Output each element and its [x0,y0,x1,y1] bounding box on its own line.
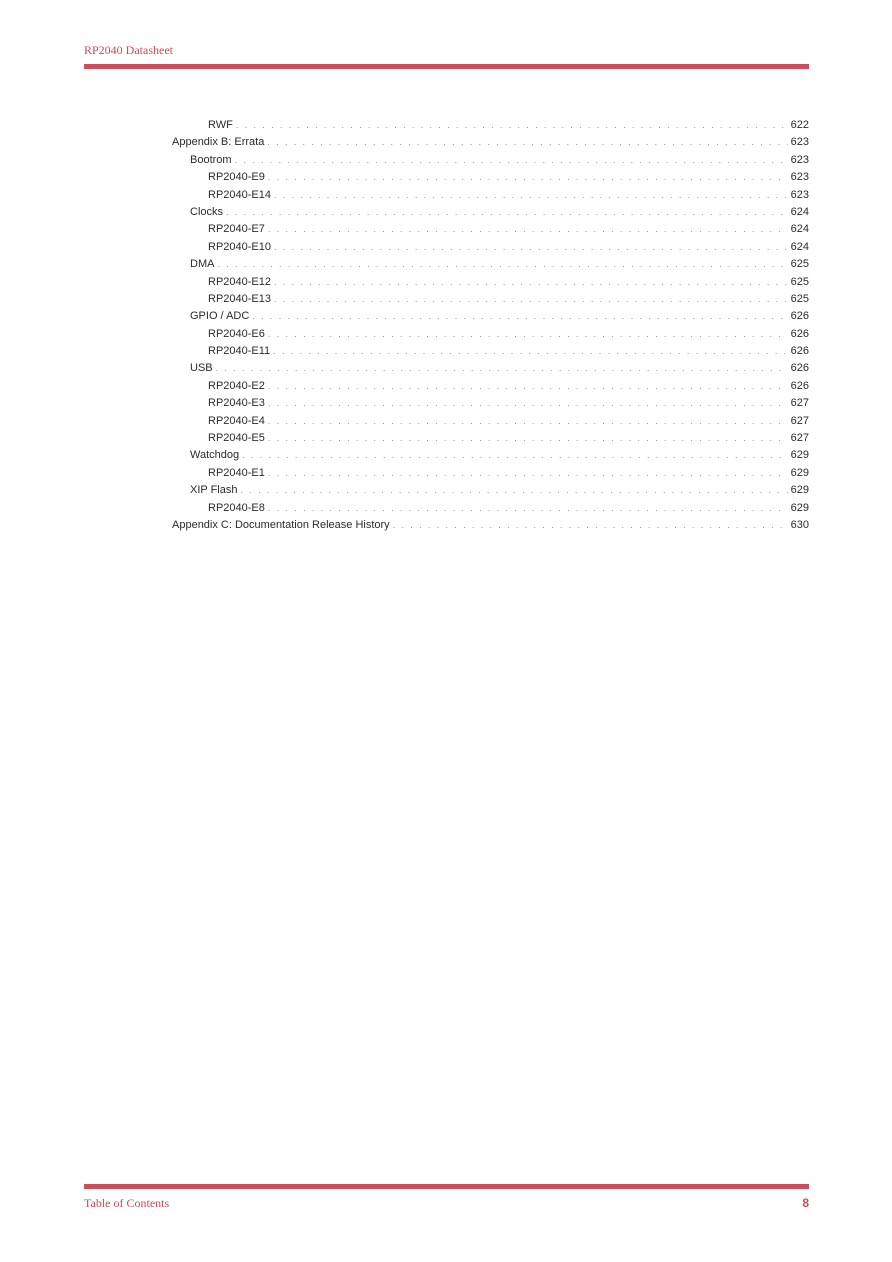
toc-entry-label: Bootrom [190,153,232,166]
toc-entry[interactable] [172,413,809,430]
toc-entry[interactable] [172,500,809,517]
toc-entry-label: RP2040-E7 [208,223,265,236]
toc-entry-label: RP2040-E14 [208,188,271,201]
toc-leader-dots [268,169,788,186]
toc-entry-label: RP2040-E11 [208,345,271,358]
toc-entry-label: RP2040-E13 [208,292,271,305]
toc-entry[interactable] [172,465,809,482]
toc-leader-dots [268,413,788,430]
toc-entry-page: 623 [790,188,809,201]
toc-entry[interactable] [172,134,809,151]
toc-entry-page: 629 [790,501,809,514]
toc-entry[interactable] [172,378,809,395]
toc-entry-page: 626 [790,327,809,340]
toc-entry-label: Appendix C: Documentation Release History [172,518,390,531]
toc-entry[interactable] [172,187,809,204]
toc-entry-label: Clocks [190,205,224,218]
toc-entry[interactable] [172,274,809,291]
toc-leader-dots [274,274,788,291]
toc-entry[interactable] [172,447,809,464]
toc-entry[interactable] [172,517,809,534]
toc-entry-label: Appendix B: Errata [172,136,265,149]
footer-rule [84,1184,809,1189]
toc-leader-dots [393,517,788,534]
toc-entry-label: RP2040-E4 [208,414,265,427]
toc-leader-dots [241,482,788,499]
toc-entry[interactable] [172,117,809,134]
toc-entry-page: 626 [790,345,809,358]
toc-leader-dots [273,343,787,360]
toc-leader-dots [274,291,788,308]
toc-entry[interactable] [172,204,809,221]
toc-entry-label: RP2040-E3 [208,397,265,410]
toc-entry[interactable] [172,308,809,325]
toc-entry-label: RP2040-E2 [208,379,265,392]
table-of-contents [172,117,809,534]
toc-leader-dots [268,378,788,395]
toc-entry-label: RP2040-E12 [208,275,271,288]
toc-entry[interactable] [172,326,809,343]
toc-entry[interactable] [172,169,809,186]
toc-entry[interactable] [172,430,809,447]
toc-entry-page: 624 [790,205,809,218]
toc-entry-label: RP2040-E8 [208,501,265,514]
toc-entry-label: DMA [190,258,215,271]
toc-entry-page: 627 [790,432,809,445]
toc-entry-page: 622 [790,119,809,131]
toc-leader-dots [242,447,788,464]
toc-leader-dots [274,187,788,204]
toc-entry-label: RP2040-E5 [208,432,265,445]
toc-entry-page: 625 [790,292,809,305]
page-number: 8 [802,1196,809,1210]
toc-entry-label: XIP Flash [190,484,238,497]
toc-entry-page: 626 [790,310,809,323]
toc-entry-label: Watchdog [190,449,240,462]
toc-entry[interactable] [172,482,809,499]
toc-entry-page: 627 [790,397,809,410]
toc-entry-label: RP2040-E9 [208,171,265,184]
toc-entry-page: 623 [790,153,809,166]
toc-leader-dots [236,117,788,134]
toc-entry-label: RP2040-E10 [208,240,271,253]
document-title: RP2040 Datasheet [84,43,173,57]
toc-entry[interactable] [172,239,809,256]
toc-leader-dots [252,308,787,325]
toc-entry-label: RP2040-E6 [208,327,265,340]
toc-entry-page: 624 [790,223,809,236]
toc-leader-dots [268,221,788,238]
toc-entry-page: 630 [790,518,809,531]
toc-entry-page: 626 [790,379,809,392]
toc-entry[interactable] [172,343,809,360]
toc-leader-dots [226,204,788,221]
toc-entry[interactable] [172,291,809,308]
toc-leader-dots [267,134,787,151]
toc-leader-dots [268,430,788,447]
toc-leader-dots [235,152,788,169]
toc-entry-page: 627 [790,414,809,427]
toc-entry[interactable] [172,360,809,377]
toc-leader-dots [217,256,787,273]
toc-entry-page: 623 [790,136,809,149]
toc-entry-label: USB [190,362,213,375]
toc-entry-page: 626 [790,362,809,375]
toc-leader-dots [268,326,788,343]
toc-entry-page: 625 [790,275,809,288]
toc-entry-label: RP2040-E1 [208,466,265,479]
header-rule [84,64,809,69]
toc-leader-dots [216,360,788,377]
toc-entry[interactable] [172,256,809,273]
toc-entry-label: GPIO / ADC [190,310,250,323]
toc-entry-page: 629 [790,466,809,479]
toc-leader-dots [268,500,788,517]
toc-leader-dots [268,395,788,412]
toc-entry[interactable] [172,395,809,412]
footer-section-title: Table of Contents [84,1196,170,1210]
toc-entry-label: RWF [208,119,233,131]
toc-leader-dots [274,239,788,256]
toc-leader-dots [268,465,788,482]
toc-entry-page: 629 [790,449,809,462]
toc-entry[interactable] [172,152,809,169]
toc-entry-page: 629 [790,484,809,497]
toc-entry-page: 625 [790,258,809,271]
toc-entry-page: 624 [790,240,809,253]
toc-entry[interactable] [172,221,809,238]
toc-entry-page: 623 [790,171,809,184]
